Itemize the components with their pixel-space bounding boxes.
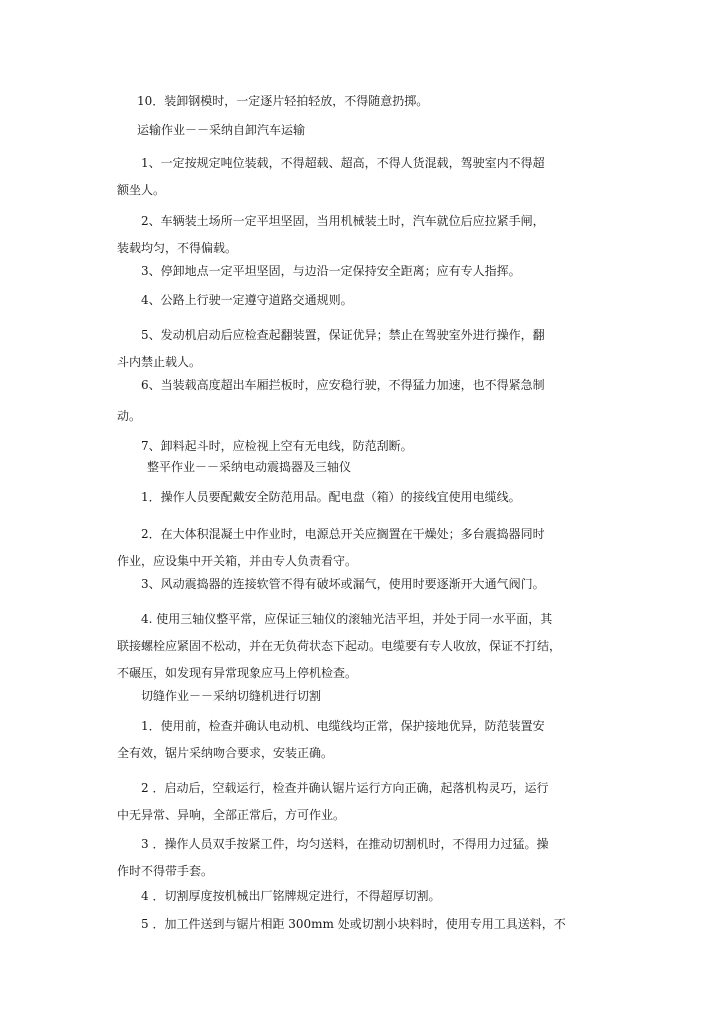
- line: 4. 使用三轴仪整平常，应保证三轴仪的滚轴光洁平坦，并处于同一水平面，其: [141, 612, 553, 626]
- line: 7、卸料起斗时，应检视上空有无电线，防范刮断。: [141, 439, 413, 453]
- line: 不碾压，如发现有异常现象应马上停机检查。: [117, 666, 358, 680]
- paragraph-p07: [117, 322, 545, 376]
- line: 运输作业－－采纳自卸汽车运输: [137, 123, 306, 137]
- line: 1、一定按规定吨位装载，不得超载、超高，不得人货混载，驾驶室内不得超: [141, 156, 545, 170]
- line: 3 ．操作人员双手按紧工件，均匀送料，在推动切割机时，不得用力过猛。操: [141, 837, 549, 851]
- line: 整平作业－－采纳电动震捣器及三轴仪: [147, 460, 352, 474]
- paragraph-p08: [117, 372, 545, 430]
- line: 额坐人。: [117, 183, 166, 197]
- line: 动。: [117, 409, 142, 423]
- paragraph-p01: [117, 88, 549, 115]
- paragraph-p19: [117, 883, 553, 910]
- paragraph-p06: [117, 287, 553, 314]
- line: 装载均匀，不得偏载。: [117, 241, 238, 255]
- line: 3、停卸地点一定平坦坚固，与边沿一定保持安全距离；应有专人指挥。: [141, 264, 521, 278]
- line: 2 ．启动后，空载运行，检查并确认锯片运行方向正确，起落机构灵巧，运行: [141, 781, 549, 795]
- line: 5 ．加工件送到与锯片相距 300mm 处或切割小块料时，使用专用工具送料，不: [141, 917, 566, 931]
- line: 1．使用前，检查并确认电动机、电缆线均正常，保护接地优异，防范装置安: [141, 719, 545, 733]
- line: 5、发动机启动后应检查起翻装置，保证优异；禁止在驾驶室外进行操作，翻: [141, 328, 545, 342]
- line: 3、风动震捣器的连接软管不得有破坏或漏气，使用时要逐渐开大通气阀门。: [141, 577, 545, 591]
- line: 1．操作人员要配戴安全防范用品。配电盘（箱）的接线宜使用电缆线。: [141, 490, 521, 504]
- paragraph-p18: [117, 831, 549, 885]
- line: 4 ．切割厚度按机械出厂铭牌规定进行，不得超厚切割。: [141, 889, 441, 903]
- line: 2．在大体积混凝土中作业时，电源总开关应搁置在干燥处；多台震捣器同时: [141, 527, 545, 541]
- section-heading-cutting: [117, 683, 553, 710]
- line: 中无异常、异响，全部正常后，方可作业。: [117, 808, 346, 822]
- line: 10．装卸钢模时，一定逐片轻拍轻放，不得随意扔掷。: [137, 94, 429, 108]
- paragraph-p13: [117, 571, 553, 598]
- paragraph-p20: [117, 911, 566, 938]
- section-heading-transport: [117, 117, 549, 144]
- line: 4、公路上行驶一定遵守道路交通规则。: [141, 293, 353, 307]
- paragraph-p04: [117, 208, 545, 262]
- paragraph-p03: [117, 150, 545, 204]
- line: 作业，应设集中开关箱，并由专人负责看守。: [117, 554, 358, 568]
- paragraph-p12: [117, 521, 545, 575]
- line: 作时不得带手套。: [117, 864, 214, 878]
- paragraph-p16: [117, 713, 545, 767]
- paragraph-p05: [117, 258, 553, 285]
- section-heading-leveling: [117, 454, 559, 481]
- line: 斗内禁止载人。: [117, 355, 202, 369]
- line: 联接螺栓应紧固不松动，并在无负荷状态下起动。电缆要有专人收放，保证不打结，: [117, 639, 562, 653]
- line: 6、当装载高度超出车厢拦板时，应安稳行驶，不得猛力加速，也不得紧急制: [141, 378, 545, 392]
- line: 全有效，锯片采纳吻合要求，安装正确。: [117, 746, 334, 760]
- paragraph-p17: [117, 775, 549, 829]
- paragraph-p14: [117, 606, 562, 687]
- line: 2、车辆装土场所一定平坦坚固，当用机械装土时，汽车就位后应拉紧手闸，: [141, 214, 545, 228]
- paragraph-p11: [117, 484, 553, 511]
- line: 切缝作业－－采纳切缝机进行切割: [141, 689, 322, 703]
